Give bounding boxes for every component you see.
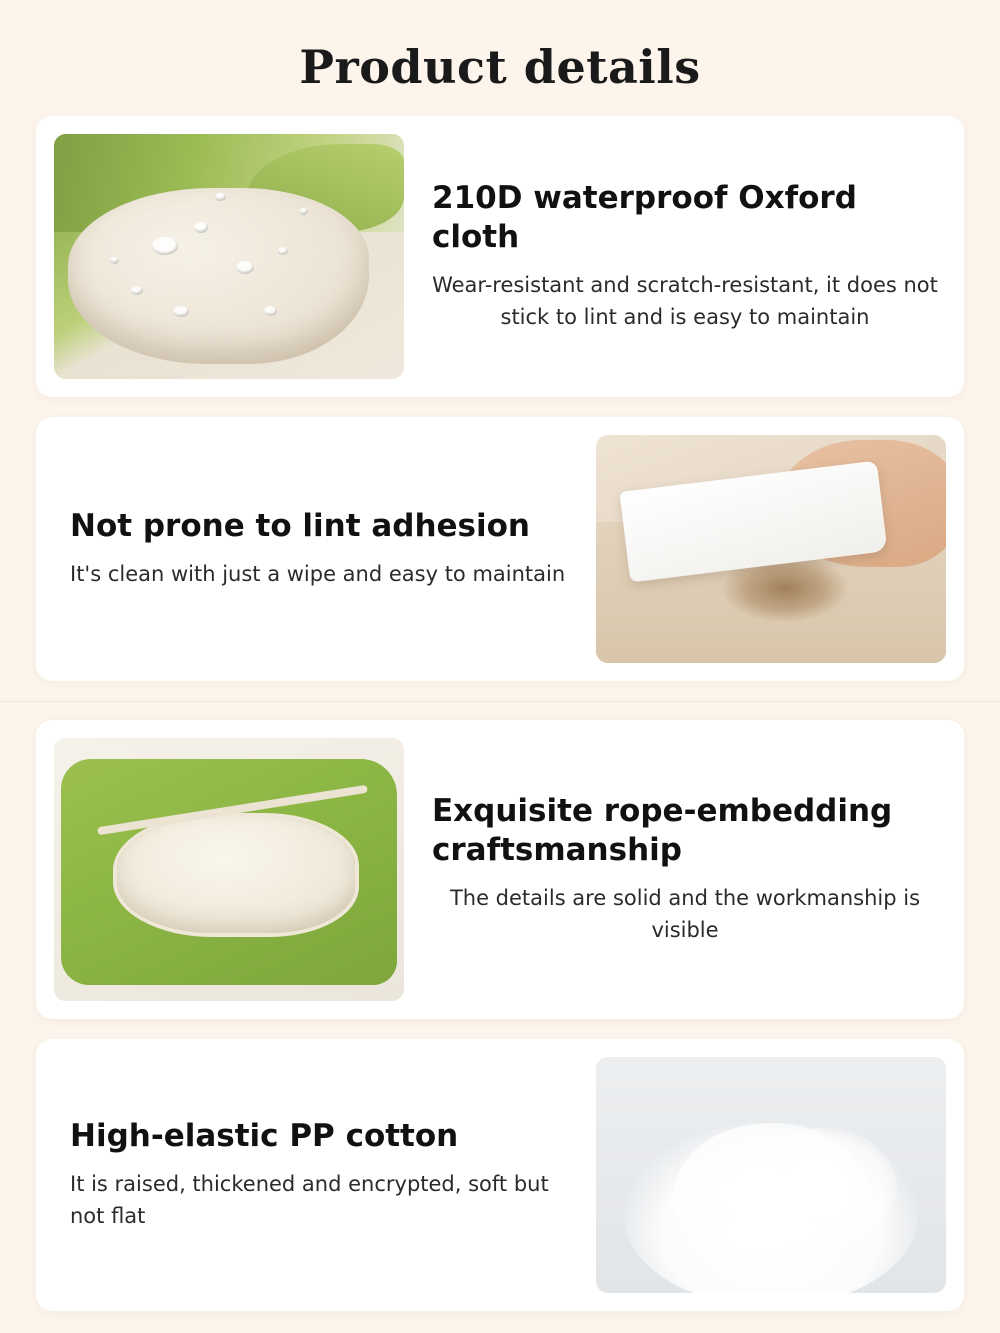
rope-embedding-photo [54, 738, 404, 1001]
feature-subtext: It is raised, thickened and encrypted, soft but not flat [70, 1171, 549, 1229]
feature-headline: 210D waterproof Oxford cloth [432, 180, 857, 255]
water-drop-icon [278, 247, 288, 255]
cream-cushion-shape [117, 817, 355, 933]
feature-headline: Not prone to lint adhesion [70, 508, 531, 545]
water-drop-icon [215, 193, 226, 201]
feature-text-block [422, 169, 964, 344]
waterproof-oxford-photo [54, 134, 404, 379]
water-drop-icon [173, 306, 189, 317]
cotton-fluff-shape [750, 1128, 897, 1246]
water-drop-icon [152, 237, 178, 255]
water-drop-icon [110, 257, 119, 264]
feature-card-pp-cotton [36, 1039, 964, 1311]
water-drop-icon [264, 306, 277, 316]
feature-headline: High-elastic PP cotton [70, 1118, 459, 1155]
feature-text-block [36, 1107, 578, 1243]
pp-cotton-photo [596, 1057, 946, 1293]
feature-card-lint-adhesion [36, 417, 964, 681]
feature-headline: Exquisite rope-embedding craftsmanship [432, 793, 893, 868]
cushion-shape [68, 188, 369, 364]
feature-text-block [422, 782, 964, 957]
feature-subtext: Wear-resistant and scratch-resistant, it does not stick to lint and is easy to maintain [432, 272, 938, 330]
feature-subtext: The details are solid and the workmanship is visible [449, 885, 921, 943]
water-drop-icon [131, 286, 143, 295]
feature-card-rope-embedding [36, 720, 964, 1019]
section-divider [0, 701, 1000, 702]
water-drop-icon [299, 208, 308, 215]
feature-subtext: It's clean with just a wipe and easy to maintain [70, 562, 566, 587]
page-title: Product details [299, 40, 701, 94]
feature-card-waterproof-oxford [36, 116, 964, 397]
lint-wipe-photo [596, 435, 946, 663]
feature-text-block [36, 497, 578, 600]
